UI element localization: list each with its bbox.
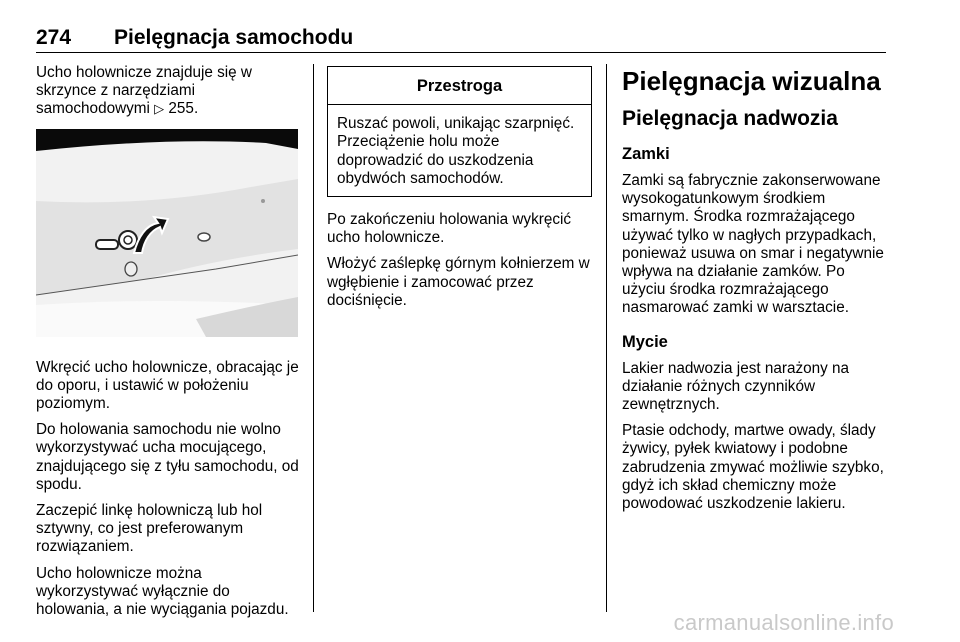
caution-box (327, 66, 592, 197)
paragraph-wash-intro: Lakier nadwozia jest narażony na działanie różnych czynników zewnętrznych. (622, 359, 850, 414)
paragraph-unscrew-after-towing: Po zakończeniu holowania wykręcić ucho holownicze. (327, 211, 572, 247)
page-title: Pielęgnacja samochodu (114, 26, 354, 49)
page-number: 274 (36, 26, 72, 49)
paragraph-tow-eye-location (36, 64, 302, 119)
heading-washing: Mycie (622, 332, 668, 351)
column-middle (327, 64, 592, 318)
page-reference-link[interactable]: 255. (168, 100, 199, 118)
column-left (36, 64, 302, 627)
column-divider-right (606, 64, 607, 612)
section-heading-visual-care: Pielęgnacja wizualna (622, 66, 881, 96)
heading-locks: Zamki (622, 145, 670, 163)
paragraph-do-not-use-rear-eye: Do holowania samochodu nie wolno wykorzystywać ucha mocującego, znajdującego się z tyłu samochodu, od spodu. (36, 421, 299, 493)
column-divider-left (313, 64, 314, 612)
page-header (36, 18, 886, 53)
subsection-heading-body-care: Pielęgnacja nadwozia (622, 107, 838, 130)
paragraph-screw-in: Wkręcić ucho holownicze, obracając je do oporu, i ustawić w położeniu poziomym. (36, 358, 299, 413)
paragraph-locks: Zamki są fabrycznie zakonserwowane wysokogatunkowym środkiem smarnym. Środka rozmrażającego używać tylko w nagłych przypadkach, ponieważ usuwa on smar i negatywnie wpływa na działanie zamków. Po użyciu środka rozmrażającego nasmarować zamki w warsztacie. (622, 172, 884, 317)
paragraph-wash-dirt: Ptasie odchody, martwe owady, ślady żywicy, pyłek kwiatowy i podobne zabrudzenia zmywać możliwie szybko, gdyż ich skład chemiczny może powodować uszkodzenie lakieru. (622, 422, 884, 513)
caution-title: Przestroga (328, 67, 591, 105)
caution-text: Ruszać powoli, unikając szarpnięć. Przeciążenie holu może doprowadzić do uszkodzenia obydwóch samochodów. (337, 115, 575, 187)
paragraph-attach-tow-rope: Zaczepić linkę holowniczą lub hol sztywny, co jest preferowanym rozwiązaniem. (36, 502, 263, 556)
paragraph-text: Ucho holownicze znajduje się w skrzynce z narzędziami samochodowymi (36, 64, 252, 118)
paragraph-towing-only: Ucho holownicze można wykorzystywać wyłącznie do holowania, a nie wyciągania pojazdu. (36, 564, 289, 619)
page-reference-icon: ▷ (154, 101, 165, 117)
paragraph-insert-cap: Włożyć zaślepkę górnym kołnierzem w wgłębienie i zamocować przez dociśnięcie. (327, 255, 590, 309)
tow-eye-illustration (36, 129, 298, 337)
column-right (622, 64, 892, 521)
watermark: carmanualsonline.info (673, 610, 894, 635)
